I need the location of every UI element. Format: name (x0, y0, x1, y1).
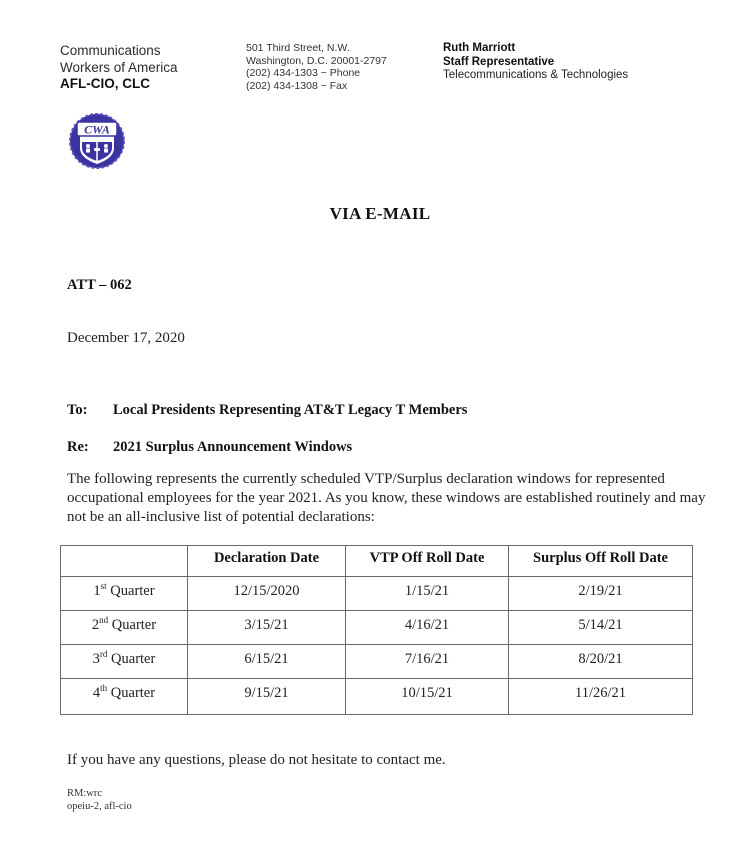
intro-paragraph: The following represents the currently scheduled VTP/Surplus declaration windows for represented occupational employees for the year 2021. As you know, these windows are established routinely and may not be an all-inclusive list of potential declarations: (67, 471, 706, 525)
vtp-date-cell: 1/15/21 (346, 577, 509, 611)
delivery-method: VIA E-MAIL (329, 204, 431, 223)
declaration-date-cell: 6/15/21 (188, 645, 346, 679)
quarter-cell: 4th Quarter (61, 679, 188, 715)
table-row (61, 577, 693, 611)
to-label: To: (67, 402, 88, 418)
address-phone: (202) 434-1303 ~ Phone (246, 67, 361, 79)
org-name-line-2: Workers of America (60, 59, 178, 75)
initials-line-2: opeiu-2, afl-cio (67, 801, 132, 812)
letter-date: December 17, 2020 (67, 330, 185, 346)
organization-block (60, 43, 178, 93)
table-row (61, 611, 693, 645)
address-street: 501 Third Street, N.W. (246, 42, 350, 54)
re-line (67, 439, 352, 456)
column-header-vtp: VTP Off Roll Date (346, 546, 509, 577)
vtp-date-cell: 10/15/21 (346, 679, 509, 715)
to-value: Local Presidents Representing AT&T Legacy T Members (113, 402, 468, 418)
closing-sentence: If you have any questions, please do not hesitate to contact me. (67, 752, 446, 768)
surplus-date-cell: 8/20/21 (509, 645, 693, 679)
declaration-date-cell: 3/15/21 (188, 611, 346, 645)
table-row (61, 645, 693, 679)
logo-text: CWA (84, 122, 110, 137)
rep-department: Telecommunications & Technologies (443, 69, 629, 81)
surplus-date-cell: 11/26/21 (509, 679, 693, 715)
column-header-surplus: Surplus Off Roll Date (509, 546, 693, 577)
column-header-quarter (61, 546, 188, 577)
quarter-cell: 2nd Quarter (61, 611, 188, 645)
reference-number: ATT – 062 (67, 277, 132, 293)
declaration-date-cell: 12/15/2020 (188, 577, 346, 611)
surplus-date-cell: 2/19/21 (509, 577, 693, 611)
vtp-date-cell: 4/16/21 (346, 611, 509, 645)
schedule-table (60, 545, 693, 715)
initials-line-1: RM:wrc (67, 788, 102, 799)
typist-initials (67, 787, 132, 813)
address-fax: (202) 434-1308 ~ Fax (246, 79, 348, 92)
table-header-row (61, 546, 693, 577)
representative-block (443, 42, 628, 83)
table-row (61, 679, 693, 715)
quarter-cell: 1st Quarter (61, 577, 188, 611)
declaration-date-cell: 9/15/21 (188, 679, 346, 715)
vtp-date-cell: 7/16/21 (346, 645, 509, 679)
rep-title: Staff Representative (443, 55, 555, 68)
org-name-line-1: Communications (60, 43, 161, 58)
rep-name: Ruth Marriott (443, 42, 516, 54)
to-line (67, 402, 467, 419)
re-label: Re: (67, 439, 89, 455)
re-value: 2021 Surplus Announcement Windows (113, 439, 353, 455)
column-header-declaration: Declaration Date (188, 546, 346, 577)
quarter-cell: 3rd Quarter (61, 645, 188, 679)
address-city: Washington, D.C. 20001-2797 (246, 54, 387, 67)
address-block (246, 42, 387, 92)
surplus-date-cell: 5/14/21 (509, 611, 693, 645)
cwa-union-seal-icon (68, 112, 126, 170)
org-affiliation: AFL-CIO, CLC (60, 76, 150, 91)
